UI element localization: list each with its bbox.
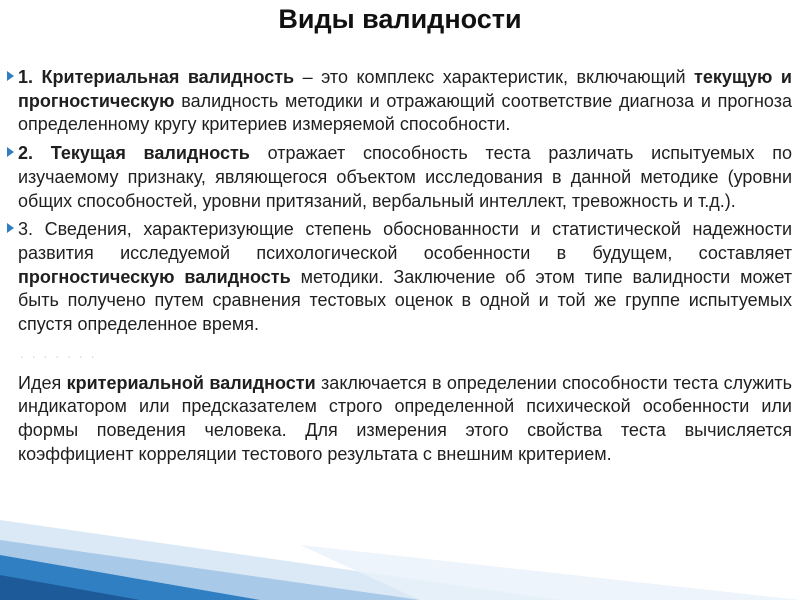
faint-separator: . . . . . . . — [20, 344, 97, 361]
item-text: Сведения, характеризующие степень обоснованности и статистической надежности развития исследуемой психологической особенности в будущем, составляет — [18, 219, 792, 263]
list-item-text — [18, 66, 792, 137]
term-current-prognostic: текущую и прогностическую — [18, 67, 792, 111]
list-item-criterial — [10, 66, 792, 137]
page-title: Виды валидности — [278, 4, 522, 34]
item-number: 3. — [18, 219, 34, 240]
item-text: – это комплекс характеристик, включающий — [294, 67, 695, 87]
term-prognostic: прогностическую валидность — [18, 266, 291, 287]
item-text: отражает способность теста различать испытуемых по изучаемому признаку, являющегося объектом исследования в данной методике (уровни общих способностей, уровни притязаний, вербальный интеллект, тревожность и т.д.). — [18, 143, 792, 211]
term-current: Текущая валидность — [50, 143, 250, 164]
idea-text — [18, 372, 792, 467]
content — [10, 66, 792, 467]
idea-text-part: заключается в определении способности теста служить индикатором или предсказателем строго определенной психической особенности или формы поведения человека. Для измерения этого свойства теста вычисляется коэффициент корреляции тестового результата с внешним критерием. — [18, 372, 793, 464]
term-criterial: Критериальная валидность — [41, 67, 295, 87]
idea-paragraph — [10, 372, 792, 467]
item-text: валидность методики и отражающий соответствие диагноза и прогноза определенному кругу критериев измеряемой способности. — [18, 90, 792, 135]
item-text: методики. Заключение об этом типе валидности может быть получено путем сравнения тестовых оценок в одной и той же группе испытуемых спустя определенное время. — [18, 266, 792, 335]
list-item-text — [18, 142, 792, 213]
item-number: 1. — [18, 67, 34, 87]
bullet-arrow-icon — [7, 71, 14, 81]
list-item-text — [18, 218, 792, 337]
list-item-current — [10, 142, 792, 213]
bullet-arrow-icon — [7, 223, 14, 233]
list-item-prognostic — [10, 218, 792, 337]
idea-text-part: Идея — [18, 372, 67, 393]
item-number: 2. — [18, 143, 34, 164]
bullet-arrow-icon — [7, 147, 14, 157]
term-criterial-idea: критериальной валидности — [66, 372, 316, 393]
